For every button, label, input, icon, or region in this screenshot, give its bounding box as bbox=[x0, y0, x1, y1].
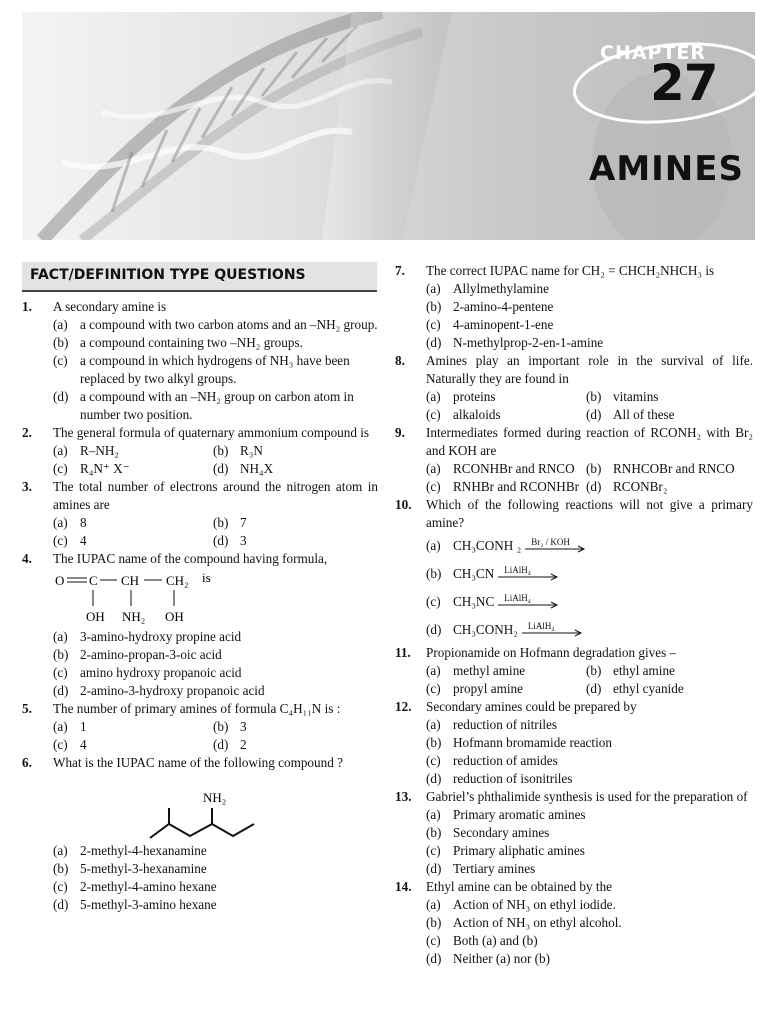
option-d bbox=[213, 460, 378, 478]
option-text: reduction of amides bbox=[453, 753, 558, 768]
option-text: alkaloids bbox=[453, 407, 501, 422]
option-a bbox=[53, 316, 378, 334]
option-c bbox=[426, 406, 586, 424]
option-d bbox=[213, 532, 378, 550]
option-text: a compound in which hydrogens of NH₃ have been replaced by two alkyl groups. bbox=[80, 353, 350, 386]
question-text: What is the IUPAC name of the following compound ? bbox=[53, 755, 343, 770]
section-heading bbox=[22, 262, 377, 292]
question-number: 2. bbox=[22, 425, 32, 440]
option-b bbox=[586, 662, 753, 680]
option-a bbox=[426, 532, 753, 560]
question-5 bbox=[22, 700, 378, 754]
option-text: RNHCOBr and RNCO bbox=[613, 461, 735, 476]
option-c bbox=[426, 932, 753, 950]
atom-ch2: CH₂ bbox=[166, 573, 189, 588]
chapter-number: 27 bbox=[650, 54, 718, 112]
option-b bbox=[426, 734, 753, 752]
option-label: (d) bbox=[53, 389, 69, 404]
option-c bbox=[53, 736, 213, 754]
reactant-text: CH₃CN bbox=[453, 566, 495, 581]
option-c bbox=[53, 532, 213, 550]
structure-diagram bbox=[22, 568, 378, 628]
option-label: (b) bbox=[426, 299, 442, 314]
question-text: The IUPAC name of the compound having formula, bbox=[53, 551, 328, 566]
question-8 bbox=[395, 352, 753, 424]
option-label: (a) bbox=[53, 515, 68, 530]
question-11 bbox=[395, 644, 753, 698]
option-b bbox=[53, 646, 378, 664]
question-number: 5. bbox=[22, 701, 32, 716]
atom-o: O bbox=[55, 573, 65, 588]
option-a bbox=[426, 716, 753, 734]
option-c bbox=[426, 478, 586, 496]
option-label: (b) bbox=[426, 566, 442, 581]
option-text: 2-amino-4-pentene bbox=[453, 299, 554, 314]
question-text: The number of primary amines of formula C₄H₁₁N is : bbox=[53, 701, 341, 716]
option-text: Secondary amines bbox=[453, 825, 550, 840]
option-text: 4 bbox=[80, 737, 87, 752]
question-10 bbox=[395, 496, 753, 644]
question-number: 1. bbox=[22, 299, 32, 314]
option-d bbox=[586, 680, 753, 698]
option-d bbox=[213, 736, 378, 754]
option-d bbox=[426, 950, 753, 968]
question-text: Amines play an important role in the survival of life. Naturally they are found in bbox=[426, 353, 753, 386]
option-label: (a) bbox=[426, 897, 441, 912]
option-a bbox=[426, 460, 586, 478]
reaction-arrow bbox=[498, 565, 560, 583]
option-label: (c) bbox=[426, 933, 441, 948]
question-text: Which of the following reactions will not give a primary amine? bbox=[426, 497, 753, 530]
option-label: (d) bbox=[426, 771, 442, 786]
option-d bbox=[426, 770, 753, 788]
option-text: 3 bbox=[240, 719, 247, 734]
option-label: (c) bbox=[426, 317, 441, 332]
option-label: (a) bbox=[426, 807, 441, 822]
option-c bbox=[53, 460, 213, 478]
question-text: Gabriel’s phthalimide synthesis is used for the preparation of bbox=[426, 789, 748, 804]
option-label: (b) bbox=[586, 663, 602, 678]
option-c bbox=[53, 664, 378, 682]
question-text: Intermediates formed during reaction of RCONH₂ with Br₂ and KOH are bbox=[426, 425, 753, 458]
reactant-text: CH₃CONH ₂ bbox=[453, 538, 522, 553]
option-label: (d) bbox=[426, 861, 442, 876]
option-text: All of these bbox=[613, 407, 675, 422]
option-text: a compound with two carbon atoms and an –NH₂ group. bbox=[80, 317, 378, 332]
option-text: Neither (a) nor (b) bbox=[453, 951, 551, 966]
question-text: Ethyl amine can be obtained by the bbox=[426, 879, 613, 894]
option-label: (d) bbox=[213, 461, 229, 476]
option-b bbox=[53, 334, 378, 352]
option-text: Action of NH₃ on ethyl alcohol. bbox=[453, 915, 622, 930]
option-b bbox=[426, 914, 753, 932]
option-text: Primary aromatic amines bbox=[453, 807, 586, 822]
left-column bbox=[22, 298, 378, 914]
option-label: (b) bbox=[426, 915, 442, 930]
question-14 bbox=[395, 878, 753, 968]
option-a bbox=[53, 718, 213, 736]
chapter-title: AMINES bbox=[589, 149, 744, 189]
option-text: RCONBr₂ bbox=[613, 479, 668, 494]
option-a bbox=[426, 896, 753, 914]
option-label: (a) bbox=[426, 281, 441, 296]
option-b bbox=[426, 560, 753, 588]
question-text: The general formula of quaternary ammonium compound is bbox=[53, 425, 370, 440]
group-oh: OH bbox=[86, 609, 105, 624]
question-1 bbox=[22, 298, 378, 424]
option-text: 8 bbox=[80, 515, 87, 530]
option-text: proteins bbox=[453, 389, 496, 404]
question-9 bbox=[395, 424, 753, 496]
option-label: (c) bbox=[53, 533, 68, 548]
question-number: 3. bbox=[22, 479, 32, 494]
option-label: (c) bbox=[53, 665, 68, 680]
option-text: 5-methyl-3-hexanamine bbox=[80, 861, 207, 876]
option-label: (c) bbox=[53, 353, 68, 368]
question-text: The correct IUPAC name for CH₂ = CHCH₂NHCH₃ is bbox=[426, 263, 715, 278]
option-label: (c) bbox=[53, 461, 68, 476]
group-oh: OH bbox=[165, 609, 184, 624]
option-text: a compound with an –NH₂ group on carbon atom in number two position. bbox=[80, 389, 354, 422]
option-label: (b) bbox=[53, 647, 69, 662]
question-number: 12. bbox=[395, 699, 412, 714]
option-text: RNHBr and RCONHBr bbox=[453, 479, 580, 494]
option-c bbox=[426, 316, 753, 334]
arrow-icon bbox=[498, 601, 560, 609]
option-label: (b) bbox=[213, 719, 229, 734]
option-d bbox=[53, 896, 378, 914]
option-label: (a) bbox=[53, 719, 68, 734]
option-text: vitamins bbox=[613, 389, 659, 404]
option-text: Tertiary amines bbox=[453, 861, 536, 876]
option-text: N-methylprop-2-en-1-amine bbox=[453, 335, 604, 350]
reagent-label: LiAlH₄ bbox=[504, 565, 531, 575]
option-a bbox=[53, 514, 213, 532]
option-text: 2-amino-propan-3-oic acid bbox=[80, 647, 222, 662]
option-text: reduction of isonitriles bbox=[453, 771, 573, 786]
option-label: (a) bbox=[426, 461, 441, 476]
option-b bbox=[213, 442, 378, 460]
option-text: 1 bbox=[80, 719, 87, 734]
option-label: (d) bbox=[586, 681, 602, 696]
arrow-icon bbox=[522, 629, 584, 637]
option-text: Both (a) and (b) bbox=[453, 933, 538, 948]
option-text: Action of NH₃ on ethyl iodide. bbox=[453, 897, 616, 912]
option-c bbox=[53, 352, 378, 388]
chapter-label: CHAPTER bbox=[600, 42, 707, 64]
option-a bbox=[426, 662, 586, 680]
option-label: (d) bbox=[586, 407, 602, 422]
option-label: (d) bbox=[53, 897, 69, 912]
option-label: (a) bbox=[426, 389, 441, 404]
reactant-text: CH₃NC bbox=[453, 594, 495, 609]
right-column bbox=[395, 262, 753, 968]
chapter-banner bbox=[22, 12, 755, 240]
option-c bbox=[53, 878, 378, 896]
option-text: ethyl amine bbox=[613, 663, 675, 678]
question-text: Propionamide on Hofmann degradation gives – bbox=[426, 645, 677, 660]
question-3 bbox=[22, 478, 378, 550]
option-label: (c) bbox=[426, 753, 441, 768]
question-4 bbox=[22, 550, 378, 700]
option-label: (a) bbox=[53, 443, 68, 458]
option-label: (a) bbox=[426, 538, 441, 553]
option-a bbox=[426, 388, 586, 406]
question-number: 9. bbox=[395, 425, 405, 440]
option-d bbox=[53, 388, 378, 424]
option-label: (b) bbox=[53, 861, 69, 876]
option-label: (b) bbox=[586, 461, 602, 476]
option-text: 3 bbox=[240, 533, 247, 548]
option-label: (d) bbox=[426, 335, 442, 350]
question-number: 11. bbox=[395, 645, 411, 660]
option-a bbox=[426, 280, 753, 298]
is-text: is bbox=[202, 570, 211, 585]
option-a bbox=[53, 442, 213, 460]
reagent-label: LiAlH₄ bbox=[527, 621, 555, 631]
option-label: (c) bbox=[426, 479, 441, 494]
option-label: (c) bbox=[426, 407, 441, 422]
option-text: NH₄X bbox=[240, 461, 274, 476]
question-text: Secondary amines could be prepared by bbox=[426, 699, 637, 714]
option-d bbox=[53, 682, 378, 700]
reagent-label: LiAlH₄ bbox=[504, 593, 531, 603]
question-7 bbox=[395, 262, 753, 352]
option-text: 2-methyl-4-hexanamine bbox=[80, 843, 207, 858]
question-number: 7. bbox=[395, 263, 405, 278]
option-label: (b) bbox=[586, 389, 602, 404]
question-text: A secondary amine is bbox=[53, 299, 167, 314]
option-d bbox=[426, 860, 753, 878]
option-text: 5-methyl-3-amino hexane bbox=[80, 897, 217, 912]
option-text: 2-methyl-4-amino hexane bbox=[80, 879, 217, 894]
option-label: (c) bbox=[426, 843, 441, 858]
option-label: (a) bbox=[426, 663, 441, 678]
option-label: (b) bbox=[426, 825, 442, 840]
option-label: (c) bbox=[53, 737, 68, 752]
option-label: (d) bbox=[426, 622, 442, 637]
option-text: Allylmethylamine bbox=[453, 281, 549, 296]
option-label: (d) bbox=[53, 683, 69, 698]
option-text: R₄N⁺ X⁻ bbox=[80, 461, 130, 476]
option-label: (b) bbox=[213, 443, 229, 458]
option-label: (a) bbox=[53, 843, 68, 858]
option-text: Primary aliphatic amines bbox=[453, 843, 585, 858]
section-title: FACT/DEFINITION TYPE QUESTIONS bbox=[30, 267, 306, 283]
option-text: 2-amino-3-hydroxy propanoic acid bbox=[80, 683, 265, 698]
option-label: (b) bbox=[213, 515, 229, 530]
reactant-text: CH₃CONH₂ bbox=[453, 622, 518, 637]
question-number: 8. bbox=[395, 353, 405, 368]
arrow-icon bbox=[498, 573, 560, 581]
option-d bbox=[426, 616, 753, 644]
reaction-arrow bbox=[522, 621, 584, 639]
option-d bbox=[586, 406, 753, 424]
question-2 bbox=[22, 424, 378, 478]
option-label: (a) bbox=[53, 629, 68, 644]
option-b bbox=[53, 860, 378, 878]
question-number: 14. bbox=[395, 879, 412, 894]
option-text: 4 bbox=[80, 533, 87, 548]
question-number: 13. bbox=[395, 789, 412, 804]
option-text: a compound containing two –NH₂ groups. bbox=[80, 335, 303, 350]
reaction-arrow bbox=[525, 537, 587, 555]
option-text: 7 bbox=[240, 515, 247, 530]
reaction-arrow bbox=[498, 593, 560, 611]
option-label: (b) bbox=[53, 335, 69, 350]
option-text: Hofmann bromamide reaction bbox=[453, 735, 612, 750]
option-b bbox=[213, 718, 378, 736]
option-c bbox=[426, 842, 753, 860]
option-label: (d) bbox=[213, 533, 229, 548]
reagent-label: Br₂ / KOH bbox=[531, 537, 570, 547]
question-number: 6. bbox=[22, 755, 32, 770]
option-text: propyl amine bbox=[453, 681, 523, 696]
question-number: 4. bbox=[22, 551, 32, 566]
option-a bbox=[53, 842, 378, 860]
option-label: (d) bbox=[213, 737, 229, 752]
option-label: (a) bbox=[53, 317, 68, 332]
atom-c: C bbox=[89, 573, 98, 588]
group-nh2: NH₂ bbox=[122, 609, 146, 624]
skeletal-structure-diagram bbox=[22, 772, 378, 842]
question-6 bbox=[22, 754, 378, 914]
question-text: The total number of electrons around the nitrogen atom in amines are bbox=[53, 479, 378, 512]
option-b bbox=[586, 460, 753, 478]
option-text: reduction of nitriles bbox=[453, 717, 558, 732]
option-c bbox=[426, 752, 753, 770]
option-b bbox=[586, 388, 753, 406]
option-label: (a) bbox=[426, 717, 441, 732]
question-13 bbox=[395, 788, 753, 878]
option-text: R–NH₂ bbox=[80, 443, 120, 458]
option-text: 3-amino-hydroxy propine acid bbox=[80, 629, 242, 644]
option-label: (d) bbox=[426, 951, 442, 966]
option-text: RCONHBr and RNCO bbox=[453, 461, 575, 476]
option-b bbox=[426, 824, 753, 842]
option-a bbox=[426, 806, 753, 824]
option-text: methyl amine bbox=[453, 663, 526, 678]
option-text: 4-aminopent-1-ene bbox=[453, 317, 554, 332]
option-text: 2 bbox=[240, 737, 247, 752]
option-c bbox=[426, 588, 753, 616]
atom-ch: CH bbox=[121, 573, 140, 588]
option-text: R₃N bbox=[240, 443, 263, 458]
option-d bbox=[586, 478, 753, 496]
option-c bbox=[426, 680, 586, 698]
arrow-icon bbox=[525, 545, 587, 553]
option-label: (c) bbox=[426, 681, 441, 696]
question-number: 10. bbox=[395, 497, 412, 512]
option-b bbox=[426, 298, 753, 316]
option-d bbox=[426, 334, 753, 352]
option-label: (d) bbox=[586, 479, 602, 494]
question-12 bbox=[395, 698, 753, 788]
option-label: (c) bbox=[426, 594, 441, 609]
option-text: amino hydroxy propanoic acid bbox=[80, 665, 242, 680]
option-b bbox=[213, 514, 378, 532]
group-nh2: NH₂ bbox=[203, 790, 227, 805]
option-label: (c) bbox=[53, 879, 68, 894]
option-text: ethyl cyanide bbox=[613, 681, 684, 696]
option-a bbox=[53, 628, 378, 646]
option-label: (b) bbox=[426, 735, 442, 750]
